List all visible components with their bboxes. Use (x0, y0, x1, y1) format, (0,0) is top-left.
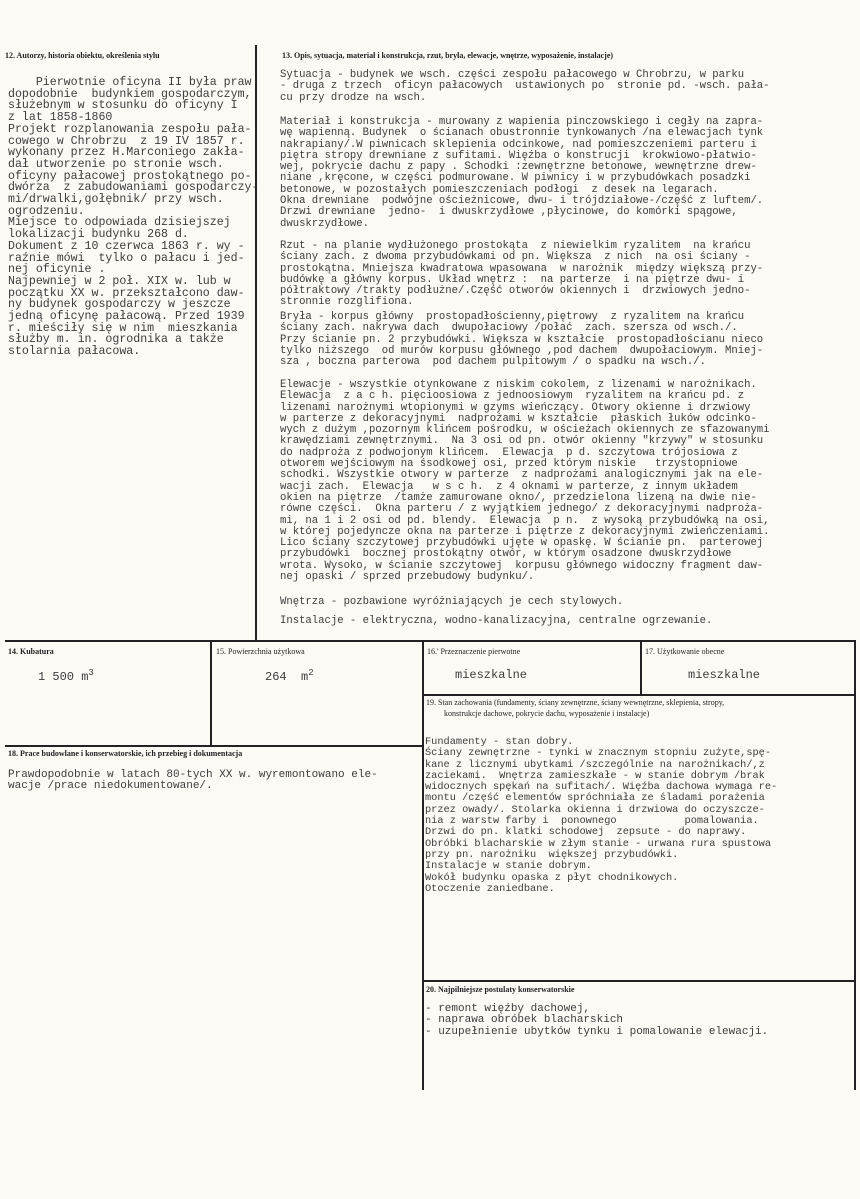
section-20-text: - remont więźby dachowej, - naprawa obróbek blacharskich - uzupełnienie ubytków tynku i pomalowanie elewacji. (425, 1003, 769, 1038)
section-13-plan: Rzut - na planie wydłużonego prostokąta z niewielkim ryzalitem na krańcu ściany zach. z dwoma przybudówkami od pn. Większa z nich na osi ściany - prostokątna. Mniejsza kwadratowa wpasowana w narożnik między większą przy- budówkę a główny korpus. Układ wnętrz : na parterze i na piętrze dwu- i półtraktowy /trakty podłużne/.Część otworów okiennych i drzwiowych jedno- stronnie rozglifiona. (280, 240, 764, 309)
section-19-text: Fundamenty - stan dobry. Ściany zewnętrzne - tynki w znacznym stopniu zużyte,spę- kane z licznymi ubytkami /szczególnie na narożnikach/,z zaciekami. Wnętrza zamieszkałe - w stanie dobrym /brak widocznych spękań na sufitach/. Więźba dachowa wymaga re- montu /część elementów spróchniała ze śladami porażenia przez owady/. Stolarka okienna i drzwiowa do oczyszcze- nia z warstw farby i ponownego pomalowania. Drzwi do pn. klatki schodowej zepsute - do naprawy. Obróbki blacharskie w złym stanie - urwana rura spustowa przy pn. narożniku większej przybudówki. Instalacje w stanie dobrym. Wokół budynku opaska z płyt chodnikowych. Otoczenie zaniedbane. (425, 736, 778, 895)
right-border (854, 640, 856, 1090)
section-13-massing: Bryła - korpus główny prostopadłościenny,piętrowy z ryzalitem na krańcu ściany zach. nakrywa dach dwupołaciowy /połać zach. szersza od wsch./. Przy ścianie pn. 2 przybudówki. Większa w kształcie prostopadłościanu nieco tylko niższego od murów korpusu głównego ,pod dachem dwupołaciowym. Mniej- sza , boczna parterowa pod dachem pulpitowym / o spadku na wsch./. (280, 311, 764, 369)
section-13-material: Materiał i konstrukcja - murowany z wapienia pinczowskiego i cegły na zapra- wę wapienną. Budynek o ścianach obustronnie tynkowanych /na elewacjach tynk nakrapiany/.W piwnicach sklepienia odcinkowe, nad pomieszczeniemi parteru i piętra stropy drewniane z sufitami. Więźba o konstrucji krokwiowo-płatwio- wej, pokrycie dachu z papy . Schodki :zewnętrzne betonowe, wewnętrzne drew- niane ,kręcone, w części podmurowane. W piwnicy i w przybudówkach posadzki betonowe, w pozostałych pomieszczeniach podłogi z desek na legarach. Okna drewniane podwójne ościeżnicowe, dwu- i trójdziałowe-/część z luftem/. Drzwi drewniane jedno- i dwuskrzydłowe ,płycinowe, do komórki spągowe, dwuskrzydłowe. (280, 116, 764, 230)
cubature-number: 1 500 m (38, 670, 89, 684)
section-13-elevations: Elewacje - wszystkie otynkowane z niskim cokolem, z lizenami w narożnikach. Elewacja z a c h. pięcioosiowa z jednoosiowym ryzalitem na krańcu pd. z lizenami narożnymi wtopionymi w gzyms wieńczący. Otwory okienne i drzwiowy w parterze z dekoracyjnymi nadprożami w kształcie płaskich łuków odcinko- wych z dużym ,pozornym klińcem pośrodku, w ościeżach okiennych ze sfazowanymi krawędziami zewnętrznymi. Na 3 osi od pn. otwór okienny "krzywy" w stosunku do nadproża z podwojonym klińcem. Elewacja p d. szczytowa trójosiowa z otworem wejściowym na śsodkowej osi, przed którym niskie trzystopniowe schodki. Wszystkie otwory w parterze z nadprożami analogicznymi jak na ele- wacji zach. Elewacja w s c h. z 4 oknami w parterze, z innym układem okien na piętrze /tamże zamurowane okno/, przedzielona lizeną na dwie nie- równe części. Okna parteru / z wyjątkiem jednego/ z dekoracyjnymi nadproża- mi, na 1 i 2 osi od pd. blendy. Elewacja p n. z wysoką przybudówką na osi, w której pojedyncze okna na parterze i piętrze z dekoracyjnymi zwieńczeniami. Lico ściany szczytowej przybudówki ujęte w opaskę. W ścianie pn. parterowej przybudówki bocznej prostokątny otwór, w którym osadzone dwuskrzydłowe wrota. Wysoko, w ścianie szczytowej korpusu głównego widoczny fragment daw- nej opaski / sprzed przebudowy budynku/. (280, 379, 770, 584)
section-20-label: 20. Najpilniejsze postulaty konserwatorskie (426, 985, 575, 994)
divider-19-20 (422, 980, 855, 982)
section-18-label: 18. Prace budowlane i konserwatorskie, ich przebieg i dokumentacja (8, 749, 243, 758)
section-12-text: Pierwotnie oficyna II była praw dopodobnie budynkiem gospodarczym, służebnym w stosunku do oficyny I z lat 1858-1860 Projekt rozplanowania zespołu pała- cowego w Chrobrzu z 19 IV 1857 r. wykonany przez H.Marconiego zakła- dał utworzenie po stronie wsch. oficyny pałacowej prostokątnego po- dwórza z zabudowaniami gospodarczy- mi/drwalki,gołębnik/ przy wsch. ogrodzeniu. Miejsce to odpowiada dzisiejszej lokalizacji budynku 268 d. Dokument z 10 czerwca 1863 r. wy - raźnie mówi tylko o pałacu i jed- nej oficynie . Najpewniej w 2 poł. XIX w. lub w początku XX w. przekształcono daw- ny budynek gospodarczy w jeszcze jedną oficynę pałacową. Przed 1939 r. mieściły się w nim mieszkania służby m. in. ogrodnika a także stolarnia pałacowa. (8, 76, 259, 359)
cubature-value (38, 668, 94, 684)
section-14-label: 14. Kubatura (8, 647, 54, 656)
divider-14-15 (210, 640, 212, 746)
section-16-label: 16.' Przeznaczenie pierwotne (427, 647, 521, 656)
current-use-value: mieszkalne (688, 668, 761, 682)
section-17-label: 17. Użytkowanie obecne (645, 647, 725, 656)
area-number: 264 m (265, 670, 309, 684)
section-13-label: 13. Opis, sytuacja, materiał i konstrukcja, rzut, bryła, elewacje, wnętrze, wyposażenie, instalacje) (282, 51, 614, 60)
divider-top-form (5, 640, 855, 642)
area-exponent: 2 (308, 668, 314, 678)
section-15-label: 15. Powierzchnia użytkowa (216, 647, 305, 656)
section-19-label-line1: 19. Stan zachowania (fundamenty, ściany zewnętrzne, ściany wewnętrzne, sklepienia, stropy, (426, 698, 725, 707)
section-12-label: 12. Autorzy, historia obiektu, określenia stylu (5, 51, 160, 60)
section-13-situation: Sytuacja - budynek we wsch. części zespołu pałacowego w Chrobrzu, w parku - druga z trzech oficyn pałacowych ustawionych po stronie pd. -wsch. pała- cu przy drodze na wsch. (280, 69, 770, 104)
section-13-interiors: Wnętrza - pozbawione wyróżniających je cech stylowych. (280, 596, 624, 608)
section-13-installations: Instalacje - elektryczna, wodno-kanalizacyjna, centralne ogrzewanie. (280, 615, 713, 627)
divider-16-19 (422, 694, 855, 696)
usable-area-value (265, 668, 314, 684)
divider-14-18 (5, 745, 422, 747)
cubature-exponent: 3 (88, 668, 94, 678)
divider-left-right (422, 640, 424, 1090)
original-use-value: mieszkalne (455, 668, 528, 682)
divider-16-17 (640, 640, 642, 695)
section-18-text: Prawdopodobnie w latach 80-tych XX w. wyremontowano ele- wacje /prace niedokumentowane/. (8, 769, 378, 793)
section-19-label-line2: konstrukcje dachowe, pokrycie dachu, wyposażenie i instalacje) (444, 709, 650, 718)
